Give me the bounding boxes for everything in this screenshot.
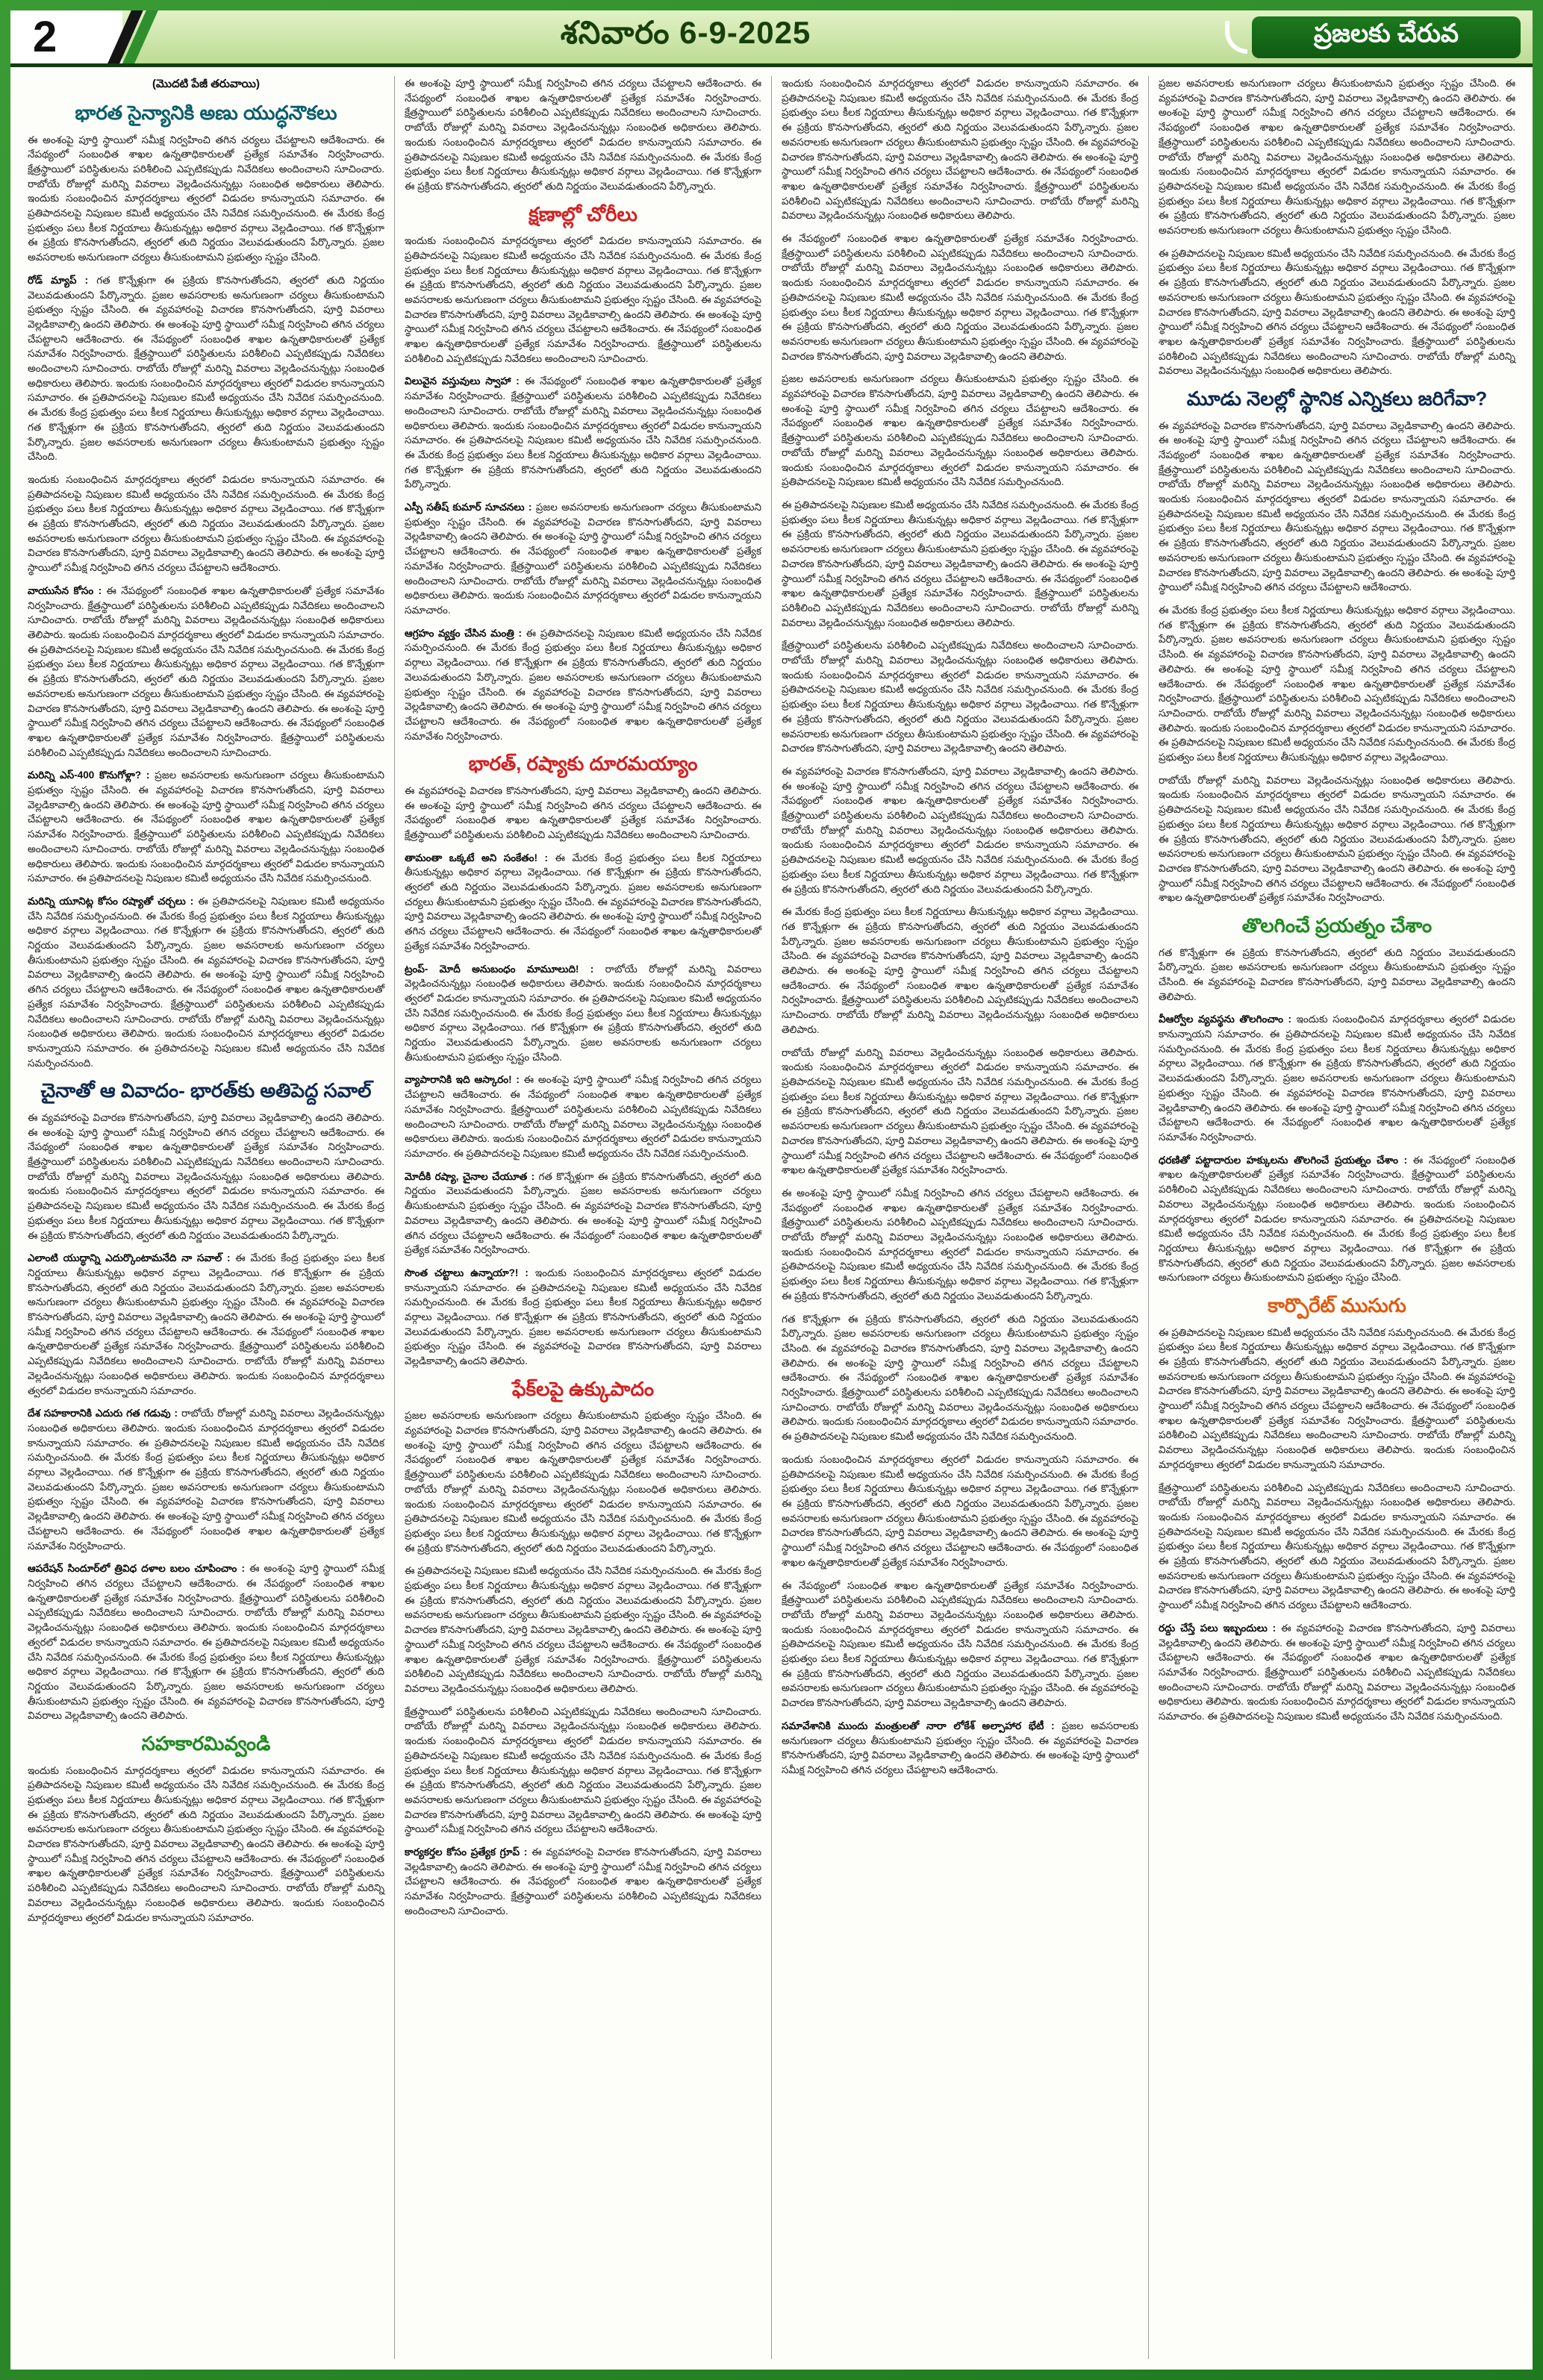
article-paragraph: ఈ వ్యవహారంపై విచారణ కొనసాగుతోందని, పూర్తి వివరాలు వెల్లడికావాల్సి ఉందని తెలిపారు. ఈ అంశంపై పూర్తి స్థాయిలో సమీక్ష నిర్వహించి తగిన చర్యలు చేపట్టాలని ఆదేశించారు. ఈ నేపథ్యంలో సంబంధిత శాఖల ఉన్నతాధికారులతో ప్రత్యేక సమావేశం నిర్వహించారు. క్షేత్రస్థాయిలో పరిస్థితులను పరిశీలించి ఎప్పటికప్పుడు నివేదికలు అందించాలని సూచించారు. [405,784,761,840]
article-paragraph: రద్దు చేస్తే పలు ఇబ్బందులు : ఈ వ్యవహారంపై విచారణ కొనసాగుతోందని, పూర్తి వివరాలు వెల్లడికావాల్సి ఉందని తెలిపారు. ఈ అంశంపై పూర్తి స్థాయిలో సమీక్ష నిర్వహించి తగిన చర్యలు చేపట్టాలని ఆదేశించారు. ఈ నేపథ్యంలో సంబంధిత శాఖల ఉన్నతాధికారులతో ప్రత్యేక సమావేశం నిర్వహించారు. క్షేత్రస్థాయిలో పరిస్థితులను పరిశీలించి ఎప్పటికప్పుడు నివేదికలు అందించాలని సూచించారు. రాబోయే రోజుల్లో మరిన్ని వివరాలు వెల్లడించనున్నట్లు సంబంధిత అధికారులు తెలిపారు. ఇందుకు సంబంధించిన మార్గదర్శకాలు త్వరలో విడుదల కానున్నాయని సమాచారం. ఈ ప్రతిపాదనలపై నిపుణుల కమిటీ అధ్యయనం చేసి నివేదిక సమర్పించనుంది. [1159,1622,1515,1722]
news-column-3 [772,76,1149,2359]
article-paragraph: ఈ వ్యవహారంపై విచారణ కొనసాగుతోందని, పూర్తి వివరాలు వెల్లడికావాల్సి ఉందని తెలిపారు. ఈ అంశంపై పూర్తి స్థాయిలో సమీక్ష నిర్వహించి తగిన చర్యలు చేపట్టాలని ఆదేశించారు. ఈ నేపథ్యంలో సంబంధిత శాఖల ఉన్నతాధికారులతో ప్రత్యేక సమావేశం నిర్వహించారు. క్షేత్రస్థాయిలో పరిస్థితులను పరిశీలించి ఎప్పటికప్పుడు నివేదికలు అందించాలని సూచించారు. రాబోయే రోజుల్లో మరిన్ని వివరాలు వెల్లడించనున్నట్లు సంబంధిత అధికారులు తెలిపారు. ఇందుకు సంబంధించిన మార్గదర్శకాలు త్వరలో విడుదల కానున్నాయని సమాచారం. ఈ ప్రతిపాదనలపై నిపుణుల కమిటీ అధ్యయనం చేసి నివేదిక సమర్పించనుంది. ఈ మేరకు కేంద్ర ప్రభుత్వం పలు కీలక నిర్ణయాలు తీసుకున్నట్లు అధికార వర్గాలు వెల్లడించాయి. గత కొన్నేళ్లుగా ఈ ప్రక్రియ కొనసాగుతోందని, త్వరలో తుది నిర్ణయం వెలువడుతుందని పేర్కొన్నారు. [28,1111,384,1241]
article-paragraph: మోదీకి రష్యా, చైనాల చేయూత : గత కొన్నేళ్లుగా ఈ ప్రక్రియ కొనసాగుతోందని, త్వరలో తుది నిర్ణయం వెలువడుతుందని పేర్కొన్నారు. ప్రజల అవసరాలకు అనుగుణంగా చర్యలు తీసుకుంటామని ప్రభుత్వం స్పష్టం చేసింది. ఈ వ్యవహారంపై విచారణ కొనసాగుతోందని, పూర్తి వివరాలు వెల్లడికావాల్సి ఉందని తెలిపారు. ఈ అంశంపై పూర్తి స్థాయిలో సమీక్ష నిర్వహించి తగిన చర్యలు చేపట్టాలని ఆదేశించారు. ఈ నేపథ్యంలో సంబంధిత శాఖల ఉన్నతాధికారులతో ప్రత్యేక సమావేశం నిర్వహించారు. [405,1170,761,1256]
article-headline: మూడు నెలల్లో స్థానిక ఎన్నికలు జరిగేవా? [1186,387,1488,410]
paragraph-lead: ట్రంప్- మోదీ అనుబంధం మామూలుది! : [405,963,605,975]
page-inner [10,10,1533,2370]
continued-from-note: (మొదటి పేజీ తరువాయి) [152,78,260,90]
masthead-swoosh [1225,21,1247,54]
article-headline: సహకారమివ్వండి [141,1732,271,1755]
paragraph-lead: తామంతా ఒక్కటే అని సంకేతం! : [405,852,555,863]
article-paragraph: మరిన్ని ఎస్-400 కొనుగోళ్లా? : ప్రజల అవసరాలకు అనుగుణంగా చర్యలు తీసుకుంటామని ప్రభుత్వం స్పష్టం చేసింది. ఈ వ్యవహారంపై విచారణ కొనసాగుతోందని, పూర్తి వివరాలు వెల్లడికావాల్సి ఉందని తెలిపారు. ఈ అంశంపై పూర్తి స్థాయిలో సమీక్ష నిర్వహించి తగిన చర్యలు చేపట్టాలని ఆదేశించారు. ఈ నేపథ్యంలో సంబంధిత శాఖల ఉన్నతాధికారులతో ప్రత్యేక సమావేశం నిర్వహించారు. క్షేత్రస్థాయిలో పరిస్థితులను పరిశీలించి ఎప్పటికప్పుడు నివేదికలు అందించాలని సూచించారు. రాబోయే రోజుల్లో మరిన్ని వివరాలు వెల్లడించనున్నట్లు సంబంధిత అధికారులు తెలిపారు. ఇందుకు సంబంధించిన మార్గదర్శకాలు త్వరలో విడుదల కానున్నాయని సమాచారం. ఈ ప్రతిపాదనలపై నిపుణుల కమిటీ అధ్యయనం చేసి నివేదిక సమర్పించనుంది. [28,769,384,884]
article-paragraph: ఈ మేరకు కేంద్ర ప్రభుత్వం పలు కీలక నిర్ణయాలు తీసుకున్నట్లు అధికార వర్గాలు వెల్లడించాయి. గత కొన్నేళ్లుగా ఈ ప్రక్రియ కొనసాగుతోందని, త్వరలో తుది నిర్ణయం వెలువడుతుందని పేర్కొన్నారు. ప్రజల అవసరాలకు అనుగుణంగా చర్యలు తీసుకుంటామని ప్రభుత్వం స్పష్టం చేసింది. ఈ వ్యవహారంపై విచారణ కొనసాగుతోందని, పూర్తి వివరాలు వెల్లడికావాల్సి ఉందని తెలిపారు. ఈ అంశంపై పూర్తి స్థాయిలో సమీక్ష నిర్వహించి తగిన చర్యలు చేపట్టాలని ఆదేశించారు. ఈ నేపథ్యంలో సంబంధిత శాఖల ఉన్నతాధికారులతో ప్రత్యేక సమావేశం నిర్వహించారు. క్షేత్రస్థాయిలో పరిస్థితులను పరిశీలించి ఎప్పటికప్పుడు నివేదికలు అందించాలని సూచించారు. రాబోయే రోజుల్లో మరిన్ని వివరాలు వెల్లడించనున్నట్లు సంబంధిత అధికారులు తెలిపారు. ఇందుకు సంబంధించిన మార్గదర్శకాలు త్వరలో విడుదల కానున్నాయని సమాచారం. ఈ ప్రతిపాదనలపై నిపుణుల కమిటీ అధ్యయనం చేసి నివేదిక సమర్పించనుంది. ఈ మేరకు కేంద్ర ప్రభుత్వం పలు కీలక నిర్ణయాలు తీసుకున్నట్లు అధికార వర్గాలు వెల్లడించాయి. [1159,605,1515,763]
article-paragraph: ఇందుకు సంబంధించిన మార్గదర్శకాలు త్వరలో విడుదల కానున్నాయని సమాచారం. ఈ ప్రతిపాదనలపై నిపుణుల కమిటీ అధ్యయనం చేసి నివేదిక సమర్పించనుంది. ఈ మేరకు కేంద్ర ప్రభుత్వం పలు కీలక నిర్ణయాలు తీసుకున్నట్లు అధికార వర్గాలు వెల్లడించాయి. గత కొన్నేళ్లుగా ఈ ప్రక్రియ కొనసాగుతోందని, త్వరలో తుది నిర్ణయం వెలువడుతుందని పేర్కొన్నారు. ప్రజల అవసరాలకు అనుగుణంగా చర్యలు తీసుకుంటామని ప్రభుత్వం స్పష్టం చేసింది. ఈ వ్యవహారంపై విచారణ కొనసాగుతోందని, పూర్తి వివరాలు వెల్లడికావాల్సి ఉందని తెలిపారు. ఈ అంశంపై పూర్తి స్థాయిలో సమీక్ష నిర్వహించి తగిన చర్యలు చేపట్టాలని ఆదేశించారు. ఈ నేపథ్యంలో సంబంధిత శాఖల ఉన్నతాధికారులతో ప్రత్యేక సమావేశం నిర్వహించారు. [782,1453,1138,1568]
article-paragraph: ఎలాంటి యుద్ధాన్ని ఎదుర్కొంటామనేది నా సవాల్ : ఈ మేరకు కేంద్ర ప్రభుత్వం పలు కీలక నిర్ణయాలు తీసుకున్నట్లు అధికార వర్గాలు వెల్లడించాయి. గత కొన్నేళ్లుగా ఈ ప్రక్రియ కొనసాగుతోందని, త్వరలో తుది నిర్ణయం వెలువడుతుందని పేర్కొన్నారు. ప్రజల అవసరాలకు అనుగుణంగా చర్యలు తీసుకుంటామని ప్రభుత్వం స్పష్టం చేసింది. ఈ వ్యవహారంపై విచారణ కొనసాగుతోందని, పూర్తి వివరాలు వెల్లడికావాల్సి ఉందని తెలిపారు. ఈ అంశంపై పూర్తి స్థాయిలో సమీక్ష నిర్వహించి తగిన చర్యలు చేపట్టాలని ఆదేశించారు. ఈ నేపథ్యంలో సంబంధిత శాఖల ఉన్నతాధికారులతో ప్రత్యేక సమావేశం నిర్వహించారు. క్షేత్రస్థాయిలో పరిస్థితులను పరిశీలించి ఎప్పటికప్పుడు నివేదికలు అందించాలని సూచించారు. రాబోయే రోజుల్లో మరిన్ని వివరాలు వెల్లడించనున్నట్లు సంబంధిత అధికారులు తెలిపారు. ఇందుకు సంబంధించిన మార్గదర్శకాలు త్వరలో విడుదల కానున్నాయని సమాచారం. [28,1252,384,1396]
page-header [10,10,1533,67]
article-paragraph: ఈ అంశంపై పూర్తి స్థాయిలో సమీక్ష నిర్వహించి తగిన చర్యలు చేపట్టాలని ఆదేశించారు. ఈ నేపథ్యంలో సంబంధిత శాఖల ఉన్నతాధికారులతో ప్రత్యేక సమావేశం నిర్వహించారు. క్షేత్రస్థాయిలో పరిస్థితులను పరిశీలించి ఎప్పటికప్పుడు నివేదికలు అందించాలని సూచించారు. రాబోయే రోజుల్లో మరిన్ని వివరాలు వెల్లడించనున్నట్లు సంబంధిత అధికారులు తెలిపారు. ఇందుకు సంబంధించిన మార్గదర్శకాలు త్వరలో విడుదల కానున్నాయని సమాచారం. ఈ ప్రతిపాదనలపై నిపుణుల కమిటీ అధ్యయనం చేసి నివేదిక సమర్పించనుంది. ఈ మేరకు కేంద్ర ప్రభుత్వం పలు కీలక నిర్ణయాలు తీసుకున్నట్లు అధికార వర్గాలు వెల్లడించాయి. గత కొన్నేళ్లుగా ఈ ప్రక్రియ కొనసాగుతోందని, త్వరలో తుది నిర్ణయం వెలువడుతుందని పేర్కొన్నారు. [782,1187,1138,1302]
paragraph-lead: మరిన్ని ఎస్-400 కొనుగోళ్లా? : [28,769,155,781]
article-paragraph: ఈ ప్రతిపాదనలపై నిపుణుల కమిటీ అధ్యయనం చేసి నివేదిక సమర్పించనుంది. ఈ మేరకు కేంద్ర ప్రభుత్వం పలు కీలక నిర్ణయాలు తీసుకున్నట్లు అధికార వర్గాలు వెల్లడించాయి. గత కొన్నేళ్లుగా ఈ ప్రక్రియ కొనసాగుతోందని, త్వరలో తుది నిర్ణయం వెలువడుతుందని పేర్కొన్నారు. ప్రజల అవసరాలకు అనుగుణంగా చర్యలు తీసుకుంటామని ప్రభుత్వం స్పష్టం చేసింది. ఈ వ్యవహారంపై విచారణ కొనసాగుతోందని, పూర్తి వివరాలు వెల్లడికావాల్సి ఉందని తెలిపారు. ఈ అంశంపై పూర్తి స్థాయిలో సమీక్ష నిర్వహించి తగిన చర్యలు చేపట్టాలని ఆదేశించారు. ఈ నేపథ్యంలో సంబంధిత శాఖల ఉన్నతాధికారులతో ప్రత్యేక సమావేశం నిర్వహించారు. క్షేత్రస్థాయిలో పరిస్థితులను పరిశీలించి ఎప్పటికప్పుడు నివేదికలు అందించాలని సూచించారు. రాబోయే రోజుల్లో మరిన్ని వివరాలు వెల్లడించనున్నట్లు సంబంధిత అధికారులు తెలిపారు. [782,499,1138,628]
article-paragraph: రాబోయే రోజుల్లో మరిన్ని వివరాలు వెల్లడించనున్నట్లు సంబంధిత అధికారులు తెలిపారు. ఇందుకు సంబంధించిన మార్గదర్శకాలు త్వరలో విడుదల కానున్నాయని సమాచారం. ఈ ప్రతిపాదనలపై నిపుణుల కమిటీ అధ్యయనం చేసి నివేదిక సమర్పించనుంది. ఈ మేరకు కేంద్ర ప్రభుత్వం పలు కీలక నిర్ణయాలు తీసుకున్నట్లు అధికార వర్గాలు వెల్లడించాయి. గత కొన్నేళ్లుగా ఈ ప్రక్రియ కొనసాగుతోందని, త్వరలో తుది నిర్ణయం వెలువడుతుందని పేర్కొన్నారు. ప్రజల అవసరాలకు అనుగుణంగా చర్యలు తీసుకుంటామని ప్రభుత్వం స్పష్టం చేసింది. ఈ వ్యవహారంపై విచారణ కొనసాగుతోందని, పూర్తి వివరాలు వెల్లడికావాల్సి ఉందని తెలిపారు. ఈ అంశంపై పూర్తి స్థాయిలో సమీక్ష నిర్వహించి తగిన చర్యలు చేపట్టాలని ఆదేశించారు. ఈ నేపథ్యంలో సంబంధిత శాఖల ఉన్నతాధికారులతో ప్రత్యేక సమావేశం నిర్వహించారు. [782,1046,1138,1176]
article-paragraph: దేశ సహకారానికి ఎదురు గత గడువు : రాబోయే రోజుల్లో మరిన్ని వివరాలు వెల్లడించనున్నట్లు సంబంధిత అధికారులు తెలిపారు. ఇందుకు సంబంధించిన మార్గదర్శకాలు త్వరలో విడుదల కానున్నాయని సమాచారం. ఈ ప్రతిపాదనలపై నిపుణుల కమిటీ అధ్యయనం చేసి నివేదిక సమర్పించనుంది. ఈ మేరకు కేంద్ర ప్రభుత్వం పలు కీలక నిర్ణయాలు తీసుకున్నట్లు అధికార వర్గాలు వెల్లడించాయి. గత కొన్నేళ్లుగా ఈ ప్రక్రియ కొనసాగుతోందని, త్వరలో తుది నిర్ణయం వెలువడుతుందని పేర్కొన్నారు. ప్రజల అవసరాలకు అనుగుణంగా చర్యలు తీసుకుంటామని ప్రభుత్వం స్పష్టం చేసింది. ఈ వ్యవహారంపై విచారణ కొనసాగుతోందని, పూర్తి వివరాలు వెల్లడికావాల్సి ఉందని తెలిపారు. ఈ అంశంపై పూర్తి స్థాయిలో సమీక్ష నిర్వహించి తగిన చర్యలు చేపట్టాలని ఆదేశించారు. ఈ నేపథ్యంలో సంబంధిత శాఖల ఉన్నతాధికారులతో ప్రత్యేక సమావేశం నిర్వహించారు. [28,1408,384,1552]
article-paragraph: రాబోయే రోజుల్లో మరిన్ని వివరాలు వెల్లడించనున్నట్లు సంబంధిత అధికారులు తెలిపారు. ఇందుకు సంబంధించిన మార్గదర్శకాలు త్వరలో విడుదల కానున్నాయని సమాచారం. ఈ ప్రతిపాదనలపై నిపుణుల కమిటీ అధ్యయనం చేసి నివేదిక సమర్పించనుంది. ఈ మేరకు కేంద్ర ప్రభుత్వం పలు కీలక నిర్ణయాలు తీసుకున్నట్లు అధికార వర్గాలు వెల్లడించాయి. గత కొన్నేళ్లుగా ఈ ప్రక్రియ కొనసాగుతోందని, త్వరలో తుది నిర్ణయం వెలువడుతుందని పేర్కొన్నారు. ప్రజల అవసరాలకు అనుగుణంగా చర్యలు తీసుకుంటామని ప్రభుత్వం స్పష్టం చేసింది. ఈ వ్యవహారంపై విచారణ కొనసాగుతోందని, పూర్తి వివరాలు వెల్లడికావాల్సి ఉందని తెలిపారు. ఈ అంశంపై పూర్తి స్థాయిలో సమీక్ష నిర్వహించి తగిన చర్యలు చేపట్టాలని ఆదేశించారు. ఈ నేపథ్యంలో సంబంధిత శాఖల ఉన్నతాధికారులతో ప్రత్యేక సమావేశం నిర్వహించారు. [1159,774,1515,904]
paragraph-lead: ఆగ్రహం వ్యక్తం చేసిన మంత్రి : [405,627,526,639]
article-paragraph: ఈ నేపథ్యంలో సంబంధిత శాఖల ఉన్నతాధికారులతో ప్రత్యేక సమావేశం నిర్వహించారు. క్షేత్రస్థాయిలో పరిస్థితులను పరిశీలించి ఎప్పటికప్పుడు నివేదికలు అందించాలని సూచించారు. రాబోయే రోజుల్లో మరిన్ని వివరాలు వెల్లడించనున్నట్లు సంబంధిత అధికారులు తెలిపారు. ఇందుకు సంబంధించిన మార్గదర్శకాలు త్వరలో విడుదల కానున్నాయని సమాచారం. ఈ ప్రతిపాదనలపై నిపుణుల కమిటీ అధ్యయనం చేసి నివేదిక సమర్పించనుంది. ఈ మేరకు కేంద్ర ప్రభుత్వం పలు కీలక నిర్ణయాలు తీసుకున్నట్లు అధికార వర్గాలు వెల్లడించాయి. గత కొన్నేళ్లుగా ఈ ప్రక్రియ కొనసాగుతోందని, త్వరలో తుది నిర్ణయం వెలువడుతుందని పేర్కొన్నారు. ప్రజల అవసరాలకు అనుగుణంగా చర్యలు తీసుకుంటామని ప్రభుత్వం స్పష్టం చేసింది. ఈ వ్యవహారంపై విచారణ కొనసాగుతోందని, పూర్తి వివరాలు వెల్లడికావాల్సి ఉందని తెలిపారు. [782,233,1138,362]
news-column-2 [395,76,772,2359]
article-paragraph: రోడ్ మ్యాప్ : గత కొన్నేళ్లుగా ఈ ప్రక్రియ కొనసాగుతోందని, త్వరలో తుది నిర్ణయం వెలువడుతుందని పేర్కొన్నారు. ప్రజల అవసరాలకు అనుగుణంగా చర్యలు తీసుకుంటామని ప్రభుత్వం స్పష్టం చేసింది. ఈ వ్యవహారంపై విచారణ కొనసాగుతోందని, పూర్తి వివరాలు వెల్లడికావాల్సి ఉందని తెలిపారు. ఈ అంశంపై పూర్తి స్థాయిలో సమీక్ష నిర్వహించి తగిన చర్యలు చేపట్టాలని ఆదేశించారు. ఈ నేపథ్యంలో సంబంధిత శాఖల ఉన్నతాధికారులతో ప్రత్యేక సమావేశం నిర్వహించారు. క్షేత్రస్థాయిలో పరిస్థితులను పరిశీలించి ఎప్పటికప్పుడు నివేదికలు అందించాలని సూచించారు. రాబోయే రోజుల్లో మరిన్ని వివరాలు వెల్లడించనున్నట్లు సంబంధిత అధికారులు తెలిపారు. ఇందుకు సంబంధించిన మార్గదర్శకాలు త్వరలో విడుదల కానున్నాయని సమాచారం. ఈ ప్రతిపాదనలపై నిపుణుల కమిటీ అధ్యయనం చేసి నివేదిక సమర్పించనుంది. ఈ మేరకు కేంద్ర ప్రభుత్వం పలు కీలక నిర్ణయాలు తీసుకున్నట్లు అధికార వర్గాలు వెల్లడించాయి. గత కొన్నేళ్లుగా ఈ ప్రక్రియ కొనసాగుతోందని, త్వరలో తుది నిర్ణయం వెలువడుతుందని పేర్కొన్నారు. ప్రజల అవసరాలకు అనుగుణంగా చర్యలు తీసుకుంటామని ప్రభుత్వం స్పష్టం చేసింది. [28,274,384,463]
paragraph-lead: వీఆర్వోల వ్యవస్థను తొలగించాం : [1159,1013,1297,1025]
article-paragraph: సమావేశానికి ముందు మంత్రులతో నారా లోకేశ్ అల్పాహార భేటీ : ప్రజల అవసరాలకు అనుగుణంగా చర్యలు తీసుకుంటామని ప్రభుత్వం స్పష్టం చేసింది. ఈ వ్యవహారంపై విచారణ కొనసాగుతోందని, పూర్తి వివరాలు వెల్లడికావాల్సి ఉందని తెలిపారు. ఈ అంశంపై పూర్తి స్థాయిలో సమీక్ష నిర్వహించి తగిన చర్యలు చేపట్టాలని ఆదేశించారు. [782,1720,1139,1775]
article-paragraph: క్షేత్రస్థాయిలో పరిస్థితులను పరిశీలించి ఎప్పటికప్పుడు నివేదికలు అందించాలని సూచించారు. రాబోయే రోజుల్లో మరిన్ని వివరాలు వెల్లడించనున్నట్లు సంబంధిత అధికారులు తెలిపారు. ఇందుకు సంబంధించిన మార్గదర్శకాలు త్వరలో విడుదల కానున్నాయని సమాచారం. ఈ ప్రతిపాదనలపై నిపుణుల కమిటీ అధ్యయనం చేసి నివేదిక సమర్పించనుంది. ఈ మేరకు కేంద్ర ప్రభుత్వం పలు కీలక నిర్ణయాలు తీసుకున్నట్లు అధికార వర్గాలు వెల్లడించాయి. గత కొన్నేళ్లుగా ఈ ప్రక్రియ కొనసాగుతోందని, త్వరలో తుది నిర్ణయం వెలువడుతుందని పేర్కొన్నారు. ప్రజల అవసరాలకు అనుగుణంగా చర్యలు తీసుకుంటామని ప్రభుత్వం స్పష్టం చేసింది. ఈ వ్యవహారంపై విచారణ కొనసాగుతోందని, పూర్తి వివరాలు వెల్లడికావాల్సి ఉందని తెలిపారు. [782,640,1138,755]
article-paragraph: ఈ ప్రతిపాదనలపై నిపుణుల కమిటీ అధ్యయనం చేసి నివేదిక సమర్పించనుంది. ఈ మేరకు కేంద్ర ప్రభుత్వం పలు కీలక నిర్ణయాలు తీసుకున్నట్లు అధికార వర్గాలు వెల్లడించాయి. గత కొన్నేళ్లుగా ఈ ప్రక్రియ కొనసాగుతోందని, త్వరలో తుది నిర్ణయం వెలువడుతుందని పేర్కొన్నారు. ప్రజల అవసరాలకు అనుగుణంగా చర్యలు తీసుకుంటామని ప్రభుత్వం స్పష్టం చేసింది. ఈ వ్యవహారంపై విచారణ కొనసాగుతోందని, పూర్తి వివరాలు వెల్లడికావాల్సి ఉందని తెలిపారు. ఈ అంశంపై పూర్తి స్థాయిలో సమీక్ష నిర్వహించి తగిన చర్యలు చేపట్టాలని ఆదేశించారు. ఈ నేపథ్యంలో సంబంధిత శాఖల ఉన్నతాధికారులతో ప్రత్యేక సమావేశం నిర్వహించారు. క్షేత్రస్థాయిలో పరిస్థితులను పరిశీలించి ఎప్పటికప్పుడు నివేదికలు అందించాలని సూచించారు. రాబోయే రోజుల్లో మరిన్ని వివరాలు వెల్లడించనున్నట్లు సంబంధిత అధికారులు తెలిపారు. ఇందుకు సంబంధించిన మార్గదర్శకాలు త్వరలో విడుదల కానున్నాయని సమాచారం. [1159,1326,1515,1470]
paragraph-lead: సమావేశానికి ముందు మంత్రులతో నారా లోకేశ్ అల్పాహార భేటీ : [782,1720,1062,1731]
article-paragraph: ప్రజల అవసరాలకు అనుగుణంగా చర్యలు తీసుకుంటామని ప్రభుత్వం స్పష్టం చేసింది. ఈ వ్యవహారంపై విచారణ కొనసాగుతోందని, పూర్తి వివరాలు వెల్లడికావాల్సి ఉందని తెలిపారు. ఈ అంశంపై పూర్తి స్థాయిలో సమీక్ష నిర్వహించి తగిన చర్యలు చేపట్టాలని ఆదేశించారు. ఈ నేపథ్యంలో సంబంధిత శాఖల ఉన్నతాధికారులతో ప్రత్యేక సమావేశం నిర్వహించారు. క్షేత్రస్థాయిలో పరిస్థితులను పరిశీలించి ఎప్పటికప్పుడు నివేదికలు అందించాలని సూచించారు. రాబోయే రోజుల్లో మరిన్ని వివరాలు వెల్లడించనున్నట్లు సంబంధిత అధికారులు తెలిపారు. ఇందుకు సంబంధించిన మార్గదర్శకాలు త్వరలో విడుదల కానున్నాయని సమాచారం. ఈ ప్రతిపాదనలపై నిపుణుల కమిటీ అధ్యయనం చేసి నివేదిక సమర్పించనుంది. ఈ మేరకు కేంద్ర ప్రభుత్వం పలు కీలక నిర్ణయాలు తీసుకున్నట్లు అధికార వర్గాలు వెల్లడించాయి. గత కొన్నేళ్లుగా ఈ ప్రక్రియ కొనసాగుతోందని, త్వరలో తుది నిర్ణయం వెలువడుతుందని పేర్కొన్నారు. [405,1410,761,1554]
article-paragraph: ఇందుకు సంబంధించిన మార్గదర్శకాలు త్వరలో విడుదల కానున్నాయని సమాచారం. ఈ ప్రతిపాదనలపై నిపుణుల కమిటీ అధ్యయనం చేసి నివేదిక సమర్పించనుంది. ఈ మేరకు కేంద్ర ప్రభుత్వం పలు కీలక నిర్ణయాలు తీసుకున్నట్లు అధికార వర్గాలు వెల్లడించాయి. గత కొన్నేళ్లుగా ఈ ప్రక్రియ కొనసాగుతోందని, త్వరలో తుది నిర్ణయం వెలువడుతుందని పేర్కొన్నారు. ప్రజల అవసరాలకు అనుగుణంగా చర్యలు తీసుకుంటామని ప్రభుత్వం స్పష్టం చేసింది. ఈ వ్యవహారంపై విచారణ కొనసాగుతోందని, పూర్తి వివరాలు వెల్లడికావాల్సి ఉందని తెలిపారు. ఈ అంశంపై పూర్తి స్థాయిలో సమీక్ష నిర్వహించి తగిన చర్యలు చేపట్టాలని ఆదేశించారు. [28,473,384,574]
article-paragraph: ఆగ్రహం వ్యక్తం చేసిన మంత్రి : ఈ ప్రతిపాదనలపై నిపుణుల కమిటీ అధ్యయనం చేసి నివేదిక సమర్పించనుంది. ఈ మేరకు కేంద్ర ప్రభుత్వం పలు కీలక నిర్ణయాలు తీసుకున్నట్లు అధికార వర్గాలు వెల్లడించాయి. గత కొన్నేళ్లుగా ఈ ప్రక్రియ కొనసాగుతోందని, త్వరలో తుది నిర్ణయం వెలువడుతుందని పేర్కొన్నారు. ప్రజల అవసరాలకు అనుగుణంగా చర్యలు తీసుకుంటామని ప్రభుత్వం స్పష్టం చేసింది. ఈ వ్యవహారంపై విచారణ కొనసాగుతోందని, పూర్తి వివరాలు వెల్లడికావాల్సి ఉందని తెలిపారు. ఈ అంశంపై పూర్తి స్థాయిలో సమీక్ష నిర్వహించి తగిన చర్యలు చేపట్టాలని ఆదేశించారు. ఈ నేపథ్యంలో సంబంధిత శాఖల ఉన్నతాధికారులతో ప్రత్యేక సమావేశం నిర్వహించారు. [405,627,761,742]
paragraph-lead: ఎలాంటి యుద్ధాన్ని ఎదుర్కొంటామనేది నా సవాల్ : [28,1252,236,1264]
page-body [10,67,1533,2370]
article-paragraph: ఈ వ్యవహారంపై విచారణ కొనసాగుతోందని, పూర్తి వివరాలు వెల్లడికావాల్సి ఉందని తెలిపారు. ఈ అంశంపై పూర్తి స్థాయిలో సమీక్ష నిర్వహించి తగిన చర్యలు చేపట్టాలని ఆదేశించారు. ఈ నేపథ్యంలో సంబంధిత శాఖల ఉన్నతాధికారులతో ప్రత్యేక సమావేశం నిర్వహించారు. క్షేత్రస్థాయిలో పరిస్థితులను పరిశీలించి ఎప్పటికప్పుడు నివేదికలు అందించాలని సూచించారు. రాబోయే రోజుల్లో మరిన్ని వివరాలు వెల్లడించనున్నట్లు సంబంధిత అధికారులు తెలిపారు. ఇందుకు సంబంధించిన మార్గదర్శకాలు త్వరలో విడుదల కానున్నాయని సమాచారం. ఈ ప్రతిపాదనలపై నిపుణుల కమిటీ అధ్యయనం చేసి నివేదిక సమర్పించనుంది. ఈ మేరకు కేంద్ర ప్రభుత్వం పలు కీలక నిర్ణయాలు తీసుకున్నట్లు అధికార వర్గాలు వెల్లడించాయి. గత కొన్నేళ్లుగా ఈ ప్రక్రియ కొనసాగుతోందని, త్వరలో తుది నిర్ణయం వెలువడుతుందని పేర్కొన్నారు. ప్రజల అవసరాలకు అనుగుణంగా చర్యలు తీసుకుంటామని ప్రభుత్వం స్పష్టం చేసింది. ఈ వ్యవహారంపై విచారణ కొనసాగుతోందని, పూర్తి వివరాలు వెల్లడికావాల్సి ఉందని తెలిపారు. ఈ అంశంపై పూర్తి స్థాయిలో సమీక్ష నిర్వహించి తగిన చర్యలు చేపట్టాలని ఆదేశించారు. [1159,419,1515,593]
article-paragraph: సొంత చట్టాలు ఉన్నాయా?! : ఇందుకు సంబంధించిన మార్గదర్శకాలు త్వరలో విడుదల కానున్నాయని సమాచారం. ఈ ప్రతిపాదనలపై నిపుణుల కమిటీ అధ్యయనం చేసి నివేదిక సమర్పించనుంది. ఈ మేరకు కేంద్ర ప్రభుత్వం పలు కీలక నిర్ణయాలు తీసుకున్నట్లు అధికార వర్గాలు వెల్లడించాయి. గత కొన్నేళ్లుగా ఈ ప్రక్రియ కొనసాగుతోందని, త్వరలో తుది నిర్ణయం వెలువడుతుందని పేర్కొన్నారు. ప్రజల అవసరాలకు అనుగుణంగా చర్యలు తీసుకుంటామని ప్రభుత్వం స్పష్టం చేసింది. ఈ వ్యవహారంపై విచారణ కొనసాగుతోందని, పూర్తి వివరాలు వెల్లడికావాల్సి ఉందని తెలిపారు. [405,1266,761,1367]
article-headline: ఫేక్‌లపై ఉక్కుపాదం [511,1377,655,1400]
article-headline: కార్పొరేట్ ముసుగు [1268,1294,1406,1317]
article-paragraph: వీఆర్వోల వ్యవస్థను తొలగించాం : ఇందుకు సంబంధించిన మార్గదర్శకాలు త్వరలో విడుదల కానున్నాయని సమాచారం. ఈ ప్రతిపాదనలపై నిపుణుల కమిటీ అధ్యయనం చేసి నివేదిక సమర్పించనుంది. ఈ మేరకు కేంద్ర ప్రభుత్వం పలు కీలక నిర్ణయాలు తీసుకున్నట్లు అధికార వర్గాలు వెల్లడించాయి. గత కొన్నేళ్లుగా ఈ ప్రక్రియ కొనసాగుతోందని, త్వరలో తుది నిర్ణయం వెలువడుతుందని పేర్కొన్నారు. ప్రజల అవసరాలకు అనుగుణంగా చర్యలు తీసుకుంటామని ప్రభుత్వం స్పష్టం చేసింది. ఈ వ్యవహారంపై విచారణ కొనసాగుతోందని, పూర్తి వివరాలు వెల్లడికావాల్సి ఉందని తెలిపారు. ఈ అంశంపై పూర్తి స్థాయిలో సమీక్ష నిర్వహించి తగిన చర్యలు చేపట్టాలని ఆదేశించారు. ఈ నేపథ్యంలో సంబంధిత శాఖల ఉన్నతాధికారులతో ప్రత్యేక సమావేశం నిర్వహించారు. [1159,1013,1515,1143]
article-paragraph: ఈ నేపథ్యంలో సంబంధిత శాఖల ఉన్నతాధికారులతో ప్రత్యేక సమావేశం నిర్వహించారు. క్షేత్రస్థాయిలో పరిస్థితులను పరిశీలించి ఎప్పటికప్పుడు నివేదికలు అందించాలని సూచించారు. రాబోయే రోజుల్లో మరిన్ని వివరాలు వెల్లడించనున్నట్లు సంబంధిత అధికారులు తెలిపారు. ఇందుకు సంబంధించిన మార్గదర్శకాలు త్వరలో విడుదల కానున్నాయని సమాచారం. ఈ ప్రతిపాదనలపై నిపుణుల కమిటీ అధ్యయనం చేసి నివేదిక సమర్పించనుంది. ఈ మేరకు కేంద్ర ప్రభుత్వం పలు కీలక నిర్ణయాలు తీసుకున్నట్లు అధికార వర్గాలు వెల్లడించాయి. గత కొన్నేళ్లుగా ఈ ప్రక్రియ కొనసాగుతోందని, త్వరలో తుది నిర్ణయం వెలువడుతుందని పేర్కొన్నారు. ప్రజల అవసరాలకు అనుగుణంగా చర్యలు తీసుకుంటామని ప్రభుత్వం స్పష్టం చేసింది. ఈ వ్యవహారంపై విచారణ కొనసాగుతోందని, పూర్తి వివరాలు వెల్లడికావాల్సి ఉందని తెలిపారు. [782,1579,1138,1709]
paragraph-lead: సొంత చట్టాలు ఉన్నాయా?! : [405,1266,535,1278]
article-paragraph: వాయుసేన కోసం : ఈ నేపథ్యంలో సంబంధిత శాఖల ఉన్నతాధికారులతో ప్రత్యేక సమావేశం నిర్వహించారు. క్షేత్రస్థాయిలో పరిస్థితులను పరిశీలించి ఎప్పటికప్పుడు నివేదికలు అందించాలని సూచించారు. రాబోయే రోజుల్లో మరిన్ని వివరాలు వెల్లడించనున్నట్లు సంబంధిత అధికారులు తెలిపారు. ఇందుకు సంబంధించిన మార్గదర్శకాలు త్వరలో విడుదల కానున్నాయని సమాచారం. ఈ ప్రతిపాదనలపై నిపుణుల కమిటీ అధ్యయనం చేసి నివేదిక సమర్పించనుంది. ఈ మేరకు కేంద్ర ప్రభుత్వం పలు కీలక నిర్ణయాలు తీసుకున్నట్లు అధికార వర్గాలు వెల్లడించాయి. గత కొన్నేళ్లుగా ఈ ప్రక్రియ కొనసాగుతోందని, త్వరలో తుది నిర్ణయం వెలువడుతుందని పేర్కొన్నారు. ప్రజల అవసరాలకు అనుగుణంగా చర్యలు తీసుకుంటామని ప్రభుత్వం స్పష్టం చేసింది. ఈ వ్యవహారంపై విచారణ కొనసాగుతోందని, పూర్తి వివరాలు వెల్లడికావాల్సి ఉందని తెలిపారు. ఈ అంశంపై పూర్తి స్థాయిలో సమీక్ష నిర్వహించి తగిన చర్యలు చేపట్టాలని ఆదేశించారు. ఈ నేపథ్యంలో సంబంధిత శాఖల ఉన్నతాధికారులతో ప్రత్యేక సమావేశం నిర్వహించారు. క్షేత్రస్థాయిలో పరిస్థితులను పరిశీలించి ఎప్పటికప్పుడు నివేదికలు అందించాలని సూచించారు. [28,584,384,758]
news-column-4 [1149,76,1525,2359]
paragraph-lead: ఆపరేషన్ సిందూర్‌లో త్రివిధ దళాల బలం చూపించాం : [28,1563,250,1575]
news-column-1 [18,76,395,2359]
paragraph-lead: ధరణితో పట్టాదారుల హక్కులను తొలగించే ప్రయత్నం చేశాం : [1159,1154,1413,1166]
article-paragraph: ఆపరేషన్ సిందూర్‌లో త్రివిధ దళాల బలం చూపించాం : ఈ అంశంపై పూర్తి స్థాయిలో సమీక్ష నిర్వహించి తగిన చర్యలు చేపట్టాలని ఆదేశించారు. ఈ నేపథ్యంలో సంబంధిత శాఖల ఉన్నతాధికారులతో ప్రత్యేక సమావేశం నిర్వహించారు. క్షేత్రస్థాయిలో పరిస్థితులను పరిశీలించి ఎప్పటికప్పుడు నివేదికలు అందించాలని సూచించారు. రాబోయే రోజుల్లో మరిన్ని వివరాలు వెల్లడించనున్నట్లు సంబంధిత అధికారులు తెలిపారు. ఇందుకు సంబంధించిన మార్గదర్శకాలు త్వరలో విడుదల కానున్నాయని సమాచారం. ఈ ప్రతిపాదనలపై నిపుణుల కమిటీ అధ్యయనం చేసి నివేదిక సమర్పించనుంది. ఈ మేరకు కేంద్ర ప్రభుత్వం పలు కీలక నిర్ణయాలు తీసుకున్నట్లు అధికార వర్గాలు వెల్లడించాయి. గత కొన్నేళ్లుగా ఈ ప్రక్రియ కొనసాగుతోందని, త్వరలో తుది నిర్ణయం వెలువడుతుందని పేర్కొన్నారు. ప్రజల అవసరాలకు అనుగుణంగా చర్యలు తీసుకుంటామని ప్రభుత్వం స్పష్టం చేసింది. ఈ వ్యవహారంపై విచారణ కొనసాగుతోందని, పూర్తి వివరాలు వెల్లడికావాల్సి ఉందని తెలిపారు. [28,1563,384,1722]
article-paragraph: ఈ అంశంపై పూర్తి స్థాయిలో సమీక్ష నిర్వహించి తగిన చర్యలు చేపట్టాలని ఆదేశించారు. ఈ నేపథ్యంలో సంబంధిత శాఖల ఉన్నతాధికారులతో ప్రత్యేక సమావేశం నిర్వహించారు. క్షేత్రస్థాయిలో పరిస్థితులను పరిశీలించి ఎప్పటికప్పుడు నివేదికలు అందించాలని సూచించారు. రాబోయే రోజుల్లో మరిన్ని వివరాలు వెల్లడించనున్నట్లు సంబంధిత అధికారులు తెలిపారు. ఇందుకు సంబంధించిన మార్గదర్శకాలు త్వరలో విడుదల కానున్నాయని సమాచారం. ఈ ప్రతిపాదనలపై నిపుణుల కమిటీ అధ్యయనం చేసి నివేదిక సమర్పించనుంది. ఈ మేరకు కేంద్ర ప్రభుత్వం పలు కీలక నిర్ణయాలు తీసుకున్నట్లు అధికార వర్గాలు వెల్లడించాయి. గత కొన్నేళ్లుగా ఈ ప్రక్రియ కొనసాగుతోందని, త్వరలో తుది నిర్ణయం వెలువడుతుందని పేర్కొన్నారు. ప్రజల అవసరాలకు అనుగుణంగా చర్యలు తీసుకుంటామని ప్రభుత్వం స్పష్టం చేసింది. [28,134,384,263]
article-paragraph: ట్రంప్- మోదీ అనుబంధం మామూలుది! : రాబోయే రోజుల్లో మరిన్ని వివరాలు వెల్లడించనున్నట్లు సంబంధిత అధికారులు తెలిపారు. ఇందుకు సంబంధించిన మార్గదర్శకాలు త్వరలో విడుదల కానున్నాయని సమాచారం. ఈ ప్రతిపాదనలపై నిపుణుల కమిటీ అధ్యయనం చేసి నివేదిక సమర్పించనుంది. ఈ మేరకు కేంద్ర ప్రభుత్వం పలు కీలక నిర్ణయాలు తీసుకున్నట్లు అధికార వర్గాలు వెల్లడించాయి. గత కొన్నేళ్లుగా ఈ ప్రక్రియ కొనసాగుతోందని, త్వరలో తుది నిర్ణయం వెలువడుతుందని పేర్కొన్నారు. ప్రజల అవసరాలకు అనుగుణంగా చర్యలు తీసుకుంటామని ప్రభుత్వం స్పష్టం చేసింది. [405,963,761,1063]
article-paragraph: క్షేత్రస్థాయిలో పరిస్థితులను పరిశీలించి ఎప్పటికప్పుడు నివేదికలు అందించాలని సూచించారు. రాబోయే రోజుల్లో మరిన్ని వివరాలు వెల్లడించనున్నట్లు సంబంధిత అధికారులు తెలిపారు. ఇందుకు సంబంధించిన మార్గదర్శకాలు త్వరలో విడుదల కానున్నాయని సమాచారం. ఈ ప్రతిపాదనలపై నిపుణుల కమిటీ అధ్యయనం చేసి నివేదిక సమర్పించనుంది. ఈ మేరకు కేంద్ర ప్రభుత్వం పలు కీలక నిర్ణయాలు తీసుకున్నట్లు అధికార వర్గాలు వెల్లడించాయి. గత కొన్నేళ్లుగా ఈ ప్రక్రియ కొనసాగుతోందని, త్వరలో తుది నిర్ణయం వెలువడుతుందని పేర్కొన్నారు. ప్రజల అవసరాలకు అనుగుణంగా చర్యలు తీసుకుంటామని ప్రభుత్వం స్పష్టం చేసింది. ఈ వ్యవహారంపై విచారణ కొనసాగుతోందని, పూర్తి వివరాలు వెల్లడికావాల్సి ఉందని తెలిపారు. ఈ అంశంపై పూర్తి స్థాయిలో సమీక్ష నిర్వహించి తగిన చర్యలు చేపట్టాలని ఆదేశించారు. [1159,1481,1515,1611]
article-paragraph: విలువైన వస్తువులు స్వాహా : ఈ నేపథ్యంలో సంబంధిత శాఖల ఉన్నతాధికారులతో ప్రత్యేక సమావేశం నిర్వహించారు. క్షేత్రస్థాయిలో పరిస్థితులను పరిశీలించి ఎప్పటికప్పుడు నివేదికలు అందించాలని సూచించారు. రాబోయే రోజుల్లో మరిన్ని వివరాలు వెల్లడించనున్నట్లు సంబంధిత అధికారులు తెలిపారు. ఇందుకు సంబంధించిన మార్గదర్శకాలు త్వరలో విడుదల కానున్నాయని సమాచారం. ఈ ప్రతిపాదనలపై నిపుణుల కమిటీ అధ్యయనం చేసి నివేదిక సమర్పించనుంది. ఈ మేరకు కేంద్ర ప్రభుత్వం పలు కీలక నిర్ణయాలు తీసుకున్నట్లు అధికార వర్గాలు వెల్లడించాయి. గత కొన్నేళ్లుగా ఈ ప్రక్రియ కొనసాగుతోందని, త్వరలో తుది నిర్ణయం వెలువడుతుందని పేర్కొన్నారు. [405,375,761,490]
paragraph-lead: మరిన్ని యూనిట్ల కోసం రష్యాతో చర్చలు : [28,895,199,907]
paragraph-lead: ఎస్పీ సతీష్ కుమార్ సూచనలు : [405,502,536,513]
article-headline: క్షణాల్లో చోరీలు [529,202,638,225]
paragraph-lead: వాయుసేన కోసం : [28,584,107,596]
article-paragraph: కార్యకర్తల కోసం ప్రత్యేక గ్రూప్ : ఈ వ్యవహారంపై విచారణ కొనసాగుతోందని, పూర్తి వివరాలు వెల్లడికావాల్సి ఉందని తెలిపారు. ఈ అంశంపై పూర్తి స్థాయిలో సమీక్ష నిర్వహించి తగిన చర్యలు చేపట్టాలని ఆదేశించారు. ఈ నేపథ్యంలో సంబంధిత శాఖల ఉన్నతాధికారులతో ప్రత్యేక సమావేశం నిర్వహించారు. క్షేత్రస్థాయిలో పరిస్థితులను పరిశీలించి ఎప్పటికప్పుడు నివేదికలు అందించాలని సూచించారు. [405,1846,762,1917]
paragraph-lead: వ్యాపారానికి ఇది ఆస్కారం! : [405,1074,524,1086]
article-paragraph: ఈ ప్రతిపాదనలపై నిపుణుల కమిటీ అధ్యయనం చేసి నివేదిక సమర్పించనుంది. ఈ మేరకు కేంద్ర ప్రభుత్వం పలు కీలక నిర్ణయాలు తీసుకున్నట్లు అధికార వర్గాలు వెల్లడించాయి. గత కొన్నేళ్లుగా ఈ ప్రక్రియ కొనసాగుతోందని, త్వరలో తుది నిర్ణయం వెలువడుతుందని పేర్కొన్నారు. ప్రజల అవసరాలకు అనుగుణంగా చర్యలు తీసుకుంటామని ప్రభుత్వం స్పష్టం చేసింది. ఈ వ్యవహారంపై విచారణ కొనసాగుతోందని, పూర్తి వివరాలు వెల్లడికావాల్సి ఉందని తెలిపారు. ఈ అంశంపై పూర్తి స్థాయిలో సమీక్ష నిర్వహించి తగిన చర్యలు చేపట్టాలని ఆదేశించారు. ఈ నేపథ్యంలో సంబంధిత శాఖల ఉన్నతాధికారులతో ప్రత్యేక సమావేశం నిర్వహించారు. క్షేత్రస్థాయిలో పరిస్థితులను పరిశీలించి ఎప్పటికప్పుడు నివేదికలు అందించాలని సూచించారు. రాబోయే రోజుల్లో మరిన్ని వివరాలు వెల్లడించనున్నట్లు సంబంధిత అధికారులు తెలిపారు. [405,1565,761,1694]
article-paragraph: ఈ అంశంపై పూర్తి స్థాయిలో సమీక్ష నిర్వహించి తగిన చర్యలు చేపట్టాలని ఆదేశించారు. ఈ నేపథ్యంలో సంబంధిత శాఖల ఉన్నతాధికారులతో ప్రత్యేక సమావేశం నిర్వహించారు. క్షేత్రస్థాయిలో పరిస్థితులను పరిశీలించి ఎప్పటికప్పుడు నివేదికలు అందించాలని సూచించారు. రాబోయే రోజుల్లో మరిన్ని వివరాలు వెల్లడించనున్నట్లు సంబంధిత అధికారులు తెలిపారు. ఇందుకు సంబంధించిన మార్గదర్శకాలు త్వరలో విడుదల కానున్నాయని సమాచారం. ఈ ప్రతిపాదనలపై నిపుణుల కమిటీ అధ్యయనం చేసి నివేదిక సమర్పించనుంది. ఈ మేరకు కేంద్ర ప్రభుత్వం పలు కీలక నిర్ణయాలు తీసుకున్నట్లు అధికార వర్గాలు వెల్లడించాయి. గత కొన్నేళ్లుగా ఈ ప్రక్రియ కొనసాగుతోందని, త్వరలో తుది నిర్ణయం వెలువడుతుందని పేర్కొన్నారు. [405,78,761,192]
edition-date: శనివారం 6-9-2025 [560,15,811,50]
article-paragraph: ప్రజల అవసరాలకు అనుగుణంగా చర్యలు తీసుకుంటామని ప్రభుత్వం స్పష్టం చేసింది. ఈ వ్యవహారంపై విచారణ కొనసాగుతోందని, పూర్తి వివరాలు వెల్లడికావాల్సి ఉందని తెలిపారు. ఈ అంశంపై పూర్తి స్థాయిలో సమీక్ష నిర్వహించి తగిన చర్యలు చేపట్టాలని ఆదేశించారు. ఈ నేపథ్యంలో సంబంధిత శాఖల ఉన్నతాధికారులతో ప్రత్యేక సమావేశం నిర్వహించారు. క్షేత్రస్థాయిలో పరిస్థితులను పరిశీలించి ఎప్పటికప్పుడు నివేదికలు అందించాలని సూచించారు. రాబోయే రోజుల్లో మరిన్ని వివరాలు వెల్లడించనున్నట్లు సంబంధిత అధికారులు తెలిపారు. ఇందుకు సంబంధించిన మార్గదర్శకాలు త్వరలో విడుదల కానున్నాయని సమాచారం. ఈ ప్రతిపాదనలపై నిపుణుల కమిటీ అధ్యయనం చేసి నివేదిక సమర్పించనుంది. ఈ మేరకు కేంద్ర ప్రభుత్వం పలు కీలక నిర్ణయాలు తీసుకున్నట్లు అధికార వర్గాలు వెల్లడించాయి. గత కొన్నేళ్లుగా ఈ ప్రక్రియ కొనసాగుతోందని, త్వరలో తుది నిర్ణయం వెలువడుతుందని పేర్కొన్నారు. ప్రజల అవసరాలకు అనుగుణంగా చర్యలు తీసుకుంటామని ప్రభుత్వం స్పష్టం చేసింది. [1159,78,1515,237]
article-paragraph: ప్రజల అవసరాలకు అనుగుణంగా చర్యలు తీసుకుంటామని ప్రభుత్వం స్పష్టం చేసింది. ఈ వ్యవహారంపై విచారణ కొనసాగుతోందని, పూర్తి వివరాలు వెల్లడికావాల్సి ఉందని తెలిపారు. ఈ అంశంపై పూర్తి స్థాయిలో సమీక్ష నిర్వహించి తగిన చర్యలు చేపట్టాలని ఆదేశించారు. ఈ నేపథ్యంలో సంబంధిత శాఖల ఉన్నతాధికారులతో ప్రత్యేక సమావేశం నిర్వహించారు. క్షేత్రస్థాయిలో పరిస్థితులను పరిశీలించి ఎప్పటికప్పుడు నివేదికలు అందించాలని సూచించారు. రాబోయే రోజుల్లో మరిన్ని వివరాలు వెల్లడించనున్నట్లు సంబంధిత అధికారులు తెలిపారు. ఇందుకు సంబంధించిన మార్గదర్శకాలు త్వరలో విడుదల కానున్నాయని సమాచారం. ఈ ప్రతిపాదనలపై నిపుణుల కమిటీ అధ్యయనం చేసి నివేదిక సమర్పించనుంది. [782,373,1138,488]
paragraph-lead: విలువైన వస్తువులు స్వాహా : [405,375,525,387]
page-number: 2 [10,10,122,63]
paragraph-lead: దేశ సహకారానికి ఎదురు గత గడువు : [28,1408,181,1419]
article-paragraph: తామంతా ఒక్కటే అని సంకేతం! : ఈ మేరకు కేంద్ర ప్రభుత్వం పలు కీలక నిర్ణయాలు తీసుకున్నట్లు అధికార వర్గాలు వెల్లడించాయి. గత కొన్నేళ్లుగా ఈ ప్రక్రియ కొనసాగుతోందని, త్వరలో తుది నిర్ణయం వెలువడుతుందని పేర్కొన్నారు. ప్రజల అవసరాలకు అనుగుణంగా చర్యలు తీసుకుంటామని ప్రభుత్వం స్పష్టం చేసింది. ఈ వ్యవహారంపై విచారణ కొనసాగుతోందని, పూర్తి వివరాలు వెల్లడికావాల్సి ఉందని తెలిపారు. ఈ అంశంపై పూర్తి స్థాయిలో సమీక్ష నిర్వహించి తగిన చర్యలు చేపట్టాలని ఆదేశించారు. ఈ నేపథ్యంలో సంబంధిత శాఖల ఉన్నతాధికారులతో ప్రత్యేక సమావేశం నిర్వహించారు. [405,852,761,952]
paragraph-lead: కార్యకర్తల కోసం ప్రత్యేక గ్రూప్ : [405,1846,532,1858]
article-paragraph: ఈ ప్రతిపాదనలపై నిపుణుల కమిటీ అధ్యయనం చేసి నివేదిక సమర్పించనుంది. ఈ మేరకు కేంద్ర ప్రభుత్వం పలు కీలక నిర్ణయాలు తీసుకున్నట్లు అధికార వర్గాలు వెల్లడించాయి. గత కొన్నేళ్లుగా ఈ ప్రక్రియ కొనసాగుతోందని, త్వరలో తుది నిర్ణయం వెలువడుతుందని పేర్కొన్నారు. ప్రజల అవసరాలకు అనుగుణంగా చర్యలు తీసుకుంటామని ప్రభుత్వం స్పష్టం చేసింది. ఈ వ్యవహారంపై విచారణ కొనసాగుతోందని, పూర్తి వివరాలు వెల్లడికావాల్సి ఉందని తెలిపారు. ఈ అంశంపై పూర్తి స్థాయిలో సమీక్ష నిర్వహించి తగిన చర్యలు చేపట్టాలని ఆదేశించారు. ఈ నేపథ్యంలో సంబంధిత శాఖల ఉన్నతాధికారులతో ప్రత్యేక సమావేశం నిర్వహించారు. క్షేత్రస్థాయిలో పరిస్థితులను పరిశీలించి ఎప్పటికప్పుడు నివేదికలు అందించాలని సూచించారు. రాబోయే రోజుల్లో మరిన్ని వివరాలు వెల్లడించనున్నట్లు సంబంధిత అధికారులు తెలిపారు. [1159,247,1515,377]
article-headline: చైనాతో ఆ వివాదం- భారత్‌కు అతిపెద్ద సవాల్ [40,1079,372,1102]
article-paragraph: మరిన్ని యూనిట్ల కోసం రష్యాతో చర్చలు : ఈ ప్రతిపాదనలపై నిపుణుల కమిటీ అధ్యయనం చేసి నివేదిక సమర్పించనుంది. ఈ మేరకు కేంద్ర ప్రభుత్వం పలు కీలక నిర్ణయాలు తీసుకున్నట్లు అధికార వర్గాలు వెల్లడించాయి. గత కొన్నేళ్లుగా ఈ ప్రక్రియ కొనసాగుతోందని, త్వరలో తుది నిర్ణయం వెలువడుతుందని పేర్కొన్నారు. ప్రజల అవసరాలకు అనుగుణంగా చర్యలు తీసుకుంటామని ప్రభుత్వం స్పష్టం చేసింది. ఈ వ్యవహారంపై విచారణ కొనసాగుతోందని, పూర్తి వివరాలు వెల్లడికావాల్సి ఉందని తెలిపారు. ఈ అంశంపై పూర్తి స్థాయిలో సమీక్ష నిర్వహించి తగిన చర్యలు చేపట్టాలని ఆదేశించారు. ఈ నేపథ్యంలో సంబంధిత శాఖల ఉన్నతాధికారులతో ప్రత్యేక సమావేశం నిర్వహించారు. క్షేత్రస్థాయిలో పరిస్థితులను పరిశీలించి ఎప్పటికప్పుడు నివేదికలు అందించాలని సూచించారు. రాబోయే రోజుల్లో మరిన్ని వివరాలు వెల్లడించనున్నట్లు సంబంధిత అధికారులు తెలిపారు. ఇందుకు సంబంధించిన మార్గదర్శకాలు త్వరలో విడుదల కానున్నాయని సమాచారం. ఈ ప్రతిపాదనలపై నిపుణుల కమిటీ అధ్యయనం చేసి నివేదిక సమర్పించనుంది. [28,895,384,1069]
masthead-title: ప్రజలకు చేరువ [1252,16,1521,58]
article-paragraph: ఇందుకు సంబంధించిన మార్గదర్శకాలు త్వరలో విడుదల కానున్నాయని సమాచారం. ఈ ప్రతిపాదనలపై నిపుణుల కమిటీ అధ్యయనం చేసి నివేదిక సమర్పించనుంది. ఈ మేరకు కేంద్ర ప్రభుత్వం పలు కీలక నిర్ణయాలు తీసుకున్నట్లు అధికార వర్గాలు వెల్లడించాయి. గత కొన్నేళ్లుగా ఈ ప్రక్రియ కొనసాగుతోందని, త్వరలో తుది నిర్ణయం వెలువడుతుందని పేర్కొన్నారు. ప్రజల అవసరాలకు అనుగుణంగా చర్యలు తీసుకుంటామని ప్రభుత్వం స్పష్టం చేసింది. ఈ వ్యవహారంపై విచారణ కొనసాగుతోందని, పూర్తి వివరాలు వెల్లడికావాల్సి ఉందని తెలిపారు. ఈ అంశంపై పూర్తి స్థాయిలో సమీక్ష నిర్వహించి తగిన చర్యలు చేపట్టాలని ఆదేశించారు. ఈ నేపథ్యంలో సంబంధిత శాఖల ఉన్నతాధికారులతో ప్రత్యేక సమావేశం నిర్వహించారు. క్షేత్రస్థాయిలో పరిస్థితులను పరిశీలించి ఎప్పటికప్పుడు నివేదికలు అందించాలని సూచించారు. రాబోయే రోజుల్లో మరిన్ని వివరాలు వెల్లడించనున్నట్లు సంబంధిత అధికారులు తెలిపారు. [782,78,1138,222]
article-paragraph: ఇందుకు సంబంధించిన మార్గదర్శకాలు త్వరలో విడుదల కానున్నాయని సమాచారం. ఈ ప్రతిపాదనలపై నిపుణుల కమిటీ అధ్యయనం చేసి నివేదిక సమర్పించనుంది. ఈ మేరకు కేంద్ర ప్రభుత్వం పలు కీలక నిర్ణయాలు తీసుకున్నట్లు అధికార వర్గాలు వెల్లడించాయి. గత కొన్నేళ్లుగా ఈ ప్రక్రియ కొనసాగుతోందని, త్వరలో తుది నిర్ణయం వెలువడుతుందని పేర్కొన్నారు. ప్రజల అవసరాలకు అనుగుణంగా చర్యలు తీసుకుంటామని ప్రభుత్వం స్పష్టం చేసింది. ఈ వ్యవహారంపై విచారణ కొనసాగుతోందని, పూర్తి వివరాలు వెల్లడికావాల్సి ఉందని తెలిపారు. ఈ అంశంపై పూర్తి స్థాయిలో సమీక్ష నిర్వహించి తగిన చర్యలు చేపట్టాలని ఆదేశించారు. ఈ నేపథ్యంలో సంబంధిత శాఖల ఉన్నతాధికారులతో ప్రత్యేక సమావేశం నిర్వహించారు. క్షేత్రస్థాయిలో పరిస్థితులను పరిశీలించి ఎప్పటికప్పుడు నివేదికలు అందించాలని సూచించారు. [405,235,761,364]
article-paragraph: గత కొన్నేళ్లుగా ఈ ప్రక్రియ కొనసాగుతోందని, త్వరలో తుది నిర్ణయం వెలువడుతుందని పేర్కొన్నారు. ప్రజల అవసరాలకు అనుగుణంగా చర్యలు తీసుకుంటామని ప్రభుత్వం స్పష్టం చేసింది. ఈ వ్యవహారంపై విచారణ కొనసాగుతోందని, పూర్తి వివరాలు వెల్లడికావాల్సి ఉందని తెలిపారు. ఈ అంశంపై పూర్తి స్థాయిలో సమీక్ష నిర్వహించి తగిన చర్యలు చేపట్టాలని ఆదేశించారు. ఈ నేపథ్యంలో సంబంధిత శాఖల ఉన్నతాధికారులతో ప్రత్యేక సమావేశం నిర్వహించారు. క్షేత్రస్థాయిలో పరిస్థితులను పరిశీలించి ఎప్పటికప్పుడు నివేదికలు అందించాలని సూచించారు. రాబోయే రోజుల్లో మరిన్ని వివరాలు వెల్లడించనున్నట్లు సంబంధిత అధికారులు తెలిపారు. ఇందుకు సంబంధించిన మార్గదర్శకాలు త్వరలో విడుదల కానున్నాయని సమాచారం. ఈ ప్రతిపాదనలపై నిపుణుల కమిటీ అధ్యయనం చేసి నివేదిక సమర్పించనుంది. [782,1313,1138,1443]
article-paragraph: వ్యాపారానికి ఇది ఆస్కారం! : ఈ అంశంపై పూర్తి స్థాయిలో సమీక్ష నిర్వహించి తగిన చర్యలు చేపట్టాలని ఆదేశించారు. ఈ నేపథ్యంలో సంబంధిత శాఖల ఉన్నతాధికారులతో ప్రత్యేక సమావేశం నిర్వహించారు. క్షేత్రస్థాయిలో పరిస్థితులను పరిశీలించి ఎప్పటికప్పుడు నివేదికలు అందించాలని సూచించారు. రాబోయే రోజుల్లో మరిన్ని వివరాలు వెల్లడించనున్నట్లు సంబంధిత అధికారులు తెలిపారు. ఇందుకు సంబంధించిన మార్గదర్శకాలు త్వరలో విడుదల కానున్నాయని సమాచారం. ఈ ప్రతిపాదనలపై నిపుణుల కమిటీ అధ్యయనం చేసి నివేదిక సమర్పించనుంది. [405,1074,761,1159]
paragraph-lead: మోదీకి రష్యా, చైనాల చేయూత : [405,1170,539,1182]
paragraph-lead: రద్దు చేస్తే పలు ఇబ్బందులు : [1159,1622,1282,1634]
article-paragraph: క్షేత్రస్థాయిలో పరిస్థితులను పరిశీలించి ఎప్పటికప్పుడు నివేదికలు అందించాలని సూచించారు. రాబోయే రోజుల్లో మరిన్ని వివరాలు వెల్లడించనున్నట్లు సంబంధిత అధికారులు తెలిపారు. ఇందుకు సంబంధించిన మార్గదర్శకాలు త్వరలో విడుదల కానున్నాయని సమాచారం. ఈ ప్రతిపాదనలపై నిపుణుల కమిటీ అధ్యయనం చేసి నివేదిక సమర్పించనుంది. ఈ మేరకు కేంద్ర ప్రభుత్వం పలు కీలక నిర్ణయాలు తీసుకున్నట్లు అధికార వర్గాలు వెల్లడించాయి. గత కొన్నేళ్లుగా ఈ ప్రక్రియ కొనసాగుతోందని, త్వరలో తుది నిర్ణయం వెలువడుతుందని పేర్కొన్నారు. ప్రజల అవసరాలకు అనుగుణంగా చర్యలు తీసుకుంటామని ప్రభుత్వం స్పష్టం చేసింది. ఈ వ్యవహారంపై విచారణ కొనసాగుతోందని, పూర్తి వివరాలు వెల్లడికావాల్సి ఉందని తెలిపారు. ఈ అంశంపై పూర్తి స్థాయిలో సమీక్ష నిర్వహించి తగిన చర్యలు చేపట్టాలని ఆదేశించారు. [405,1705,761,1835]
article-paragraph: ఈ వ్యవహారంపై విచారణ కొనసాగుతోందని, పూర్తి వివరాలు వెల్లడికావాల్సి ఉందని తెలిపారు. ఈ అంశంపై పూర్తి స్థాయిలో సమీక్ష నిర్వహించి తగిన చర్యలు చేపట్టాలని ఆదేశించారు. ఈ నేపథ్యంలో సంబంధిత శాఖల ఉన్నతాధికారులతో ప్రత్యేక సమావేశం నిర్వహించారు. క్షేత్రస్థాయిలో పరిస్థితులను పరిశీలించి ఎప్పటికప్పుడు నివేదికలు అందించాలని సూచించారు. రాబోయే రోజుల్లో మరిన్ని వివరాలు వెల్లడించనున్నట్లు సంబంధిత అధికారులు తెలిపారు. ఇందుకు సంబంధించిన మార్గదర్శకాలు త్వరలో విడుదల కానున్నాయని సమాచారం. ఈ ప్రతిపాదనలపై నిపుణుల కమిటీ అధ్యయనం చేసి నివేదిక సమర్పించనుంది. ఈ మేరకు కేంద్ర ప్రభుత్వం పలు కీలక నిర్ణయాలు తీసుకున్నట్లు అధికార వర్గాలు వెల్లడించాయి. గత కొన్నేళ్లుగా ఈ ప్రక్రియ కొనసాగుతోందని, త్వరలో తుది నిర్ణయం వెలువడుతుందని పేర్కొన్నారు. [782,765,1138,895]
article-paragraph: ఈ మేరకు కేంద్ర ప్రభుత్వం పలు కీలక నిర్ణయాలు తీసుకున్నట్లు అధికార వర్గాలు వెల్లడించాయి. గత కొన్నేళ్లుగా ఈ ప్రక్రియ కొనసాగుతోందని, త్వరలో తుది నిర్ణయం వెలువడుతుందని పేర్కొన్నారు. ప్రజల అవసరాలకు అనుగుణంగా చర్యలు తీసుకుంటామని ప్రభుత్వం స్పష్టం చేసింది. ఈ వ్యవహారంపై విచారణ కొనసాగుతోందని, పూర్తి వివరాలు వెల్లడికావాల్సి ఉందని తెలిపారు. ఈ అంశంపై పూర్తి స్థాయిలో సమీక్ష నిర్వహించి తగిన చర్యలు చేపట్టాలని ఆదేశించారు. ఈ నేపథ్యంలో సంబంధిత శాఖల ఉన్నతాధికారులతో ప్రత్యేక సమావేశం నిర్వహించారు. క్షేత్రస్థాయిలో పరిస్థితులను పరిశీలించి ఎప్పటికప్పుడు నివేదికలు అందించాలని సూచించారు. రాబోయే రోజుల్లో మరిన్ని వివరాలు వెల్లడించనున్నట్లు సంబంధిత అధికారులు తెలిపారు. [782,906,1138,1035]
paragraph-lead: రోడ్ మ్యాప్ : [28,274,97,286]
article-headline: భారత సైన్యానికి అణు యుద్ధనౌకలు [75,101,337,124]
article-paragraph: ధరణితో పట్టాదారుల హక్కులను తొలగించే ప్రయత్నం చేశాం : ఈ నేపథ్యంలో సంబంధిత శాఖల ఉన్నతాధికారులతో ప్రత్యేక సమావేశం నిర్వహించారు. క్షేత్రస్థాయిలో పరిస్థితులను పరిశీలించి ఎప్పటికప్పుడు నివేదికలు అందించాలని సూచించారు. రాబోయే రోజుల్లో మరిన్ని వివరాలు వెల్లడించనున్నట్లు సంబంధిత అధికారులు తెలిపారు. ఇందుకు సంబంధించిన మార్గదర్శకాలు త్వరలో విడుదల కానున్నాయని సమాచారం. ఈ ప్రతిపాదనలపై నిపుణుల కమిటీ అధ్యయనం చేసి నివేదిక సమర్పించనుంది. ఈ మేరకు కేంద్ర ప్రభుత్వం పలు కీలక నిర్ణయాలు తీసుకున్నట్లు అధికార వర్గాలు వెల్లడించాయి. గత కొన్నేళ్లుగా ఈ ప్రక్రియ కొనసాగుతోందని, త్వరలో తుది నిర్ణయం వెలువడుతుందని పేర్కొన్నారు. ప్రజల అవసరాలకు అనుగుణంగా చర్యలు తీసుకుంటామని ప్రభుత్వం స్పష్టం చేసింది. [1159,1154,1515,1284]
article-paragraph: గత కొన్నేళ్లుగా ఈ ప్రక్రియ కొనసాగుతోందని, త్వరలో తుది నిర్ణయం వెలువడుతుందని పేర్కొన్నారు. ప్రజల అవసరాలకు అనుగుణంగా చర్యలు తీసుకుంటామని ప్రభుత్వం స్పష్టం చేసింది. ఈ వ్యవహారంపై విచారణ కొనసాగుతోందని, పూర్తి వివరాలు వెల్లడికావాల్సి ఉందని తెలిపారు. [1159,946,1515,1002]
article-paragraph: ఇందుకు సంబంధించిన మార్గదర్శకాలు త్వరలో విడుదల కానున్నాయని సమాచారం. ఈ ప్రతిపాదనలపై నిపుణుల కమిటీ అధ్యయనం చేసి నివేదిక సమర్పించనుంది. ఈ మేరకు కేంద్ర ప్రభుత్వం పలు కీలక నిర్ణయాలు తీసుకున్నట్లు అధికార వర్గాలు వెల్లడించాయి. గత కొన్నేళ్లుగా ఈ ప్రక్రియ కొనసాగుతోందని, త్వరలో తుది నిర్ణయం వెలువడుతుందని పేర్కొన్నారు. ప్రజల అవసరాలకు అనుగుణంగా చర్యలు తీసుకుంటామని ప్రభుత్వం స్పష్టం చేసింది. ఈ వ్యవహారంపై విచారణ కొనసాగుతోందని, పూర్తి వివరాలు వెల్లడికావాల్సి ఉందని తెలిపారు. ఈ అంశంపై పూర్తి స్థాయిలో సమీక్ష నిర్వహించి తగిన చర్యలు చేపట్టాలని ఆదేశించారు. ఈ నేపథ్యంలో సంబంధిత శాఖల ఉన్నతాధికారులతో ప్రత్యేక సమావేశం నిర్వహించారు. క్షేత్రస్థాయిలో పరిస్థితులను పరిశీలించి ఎప్పటికప్పుడు నివేదికలు అందించాలని సూచించారు. రాబోయే రోజుల్లో మరిన్ని వివరాలు వెల్లడించనున్నట్లు సంబంధిత అధికారులు తెలిపారు. ఇందుకు సంబంధించిన మార్గదర్శకాలు త్వరలో విడుదల కానున్నాయని సమాచారం. [28,1764,384,1923]
article-headline: భారత్, రష్యాకు దూరమయ్యాం [468,752,698,775]
article-headline: తొలగించే ప్రయత్నం చేశాం [1241,914,1433,937]
article-paragraph: ఎస్పీ సతీష్ కుమార్ సూచనలు : ప్రజల అవసరాలకు అనుగుణంగా చర్యలు తీసుకుంటామని ప్రభుత్వం స్పష్టం చేసింది. ఈ వ్యవహారంపై విచారణ కొనసాగుతోందని, పూర్తి వివరాలు వెల్లడికావాల్సి ఉందని తెలిపారు. ఈ అంశంపై పూర్తి స్థాయిలో సమీక్ష నిర్వహించి తగిన చర్యలు చేపట్టాలని ఆదేశించారు. ఈ నేపథ్యంలో సంబంధిత శాఖల ఉన్నతాధికారులతో ప్రత్యేక సమావేశం నిర్వహించారు. క్షేత్రస్థాయిలో పరిస్థితులను పరిశీలించి ఎప్పటికప్పుడు నివేదికలు అందించాలని సూచించారు. రాబోయే రోజుల్లో మరిన్ని వివరాలు వెల్లడించనున్నట్లు సంబంధిత అధికారులు తెలిపారు. ఇందుకు సంబంధించిన మార్గదర్శకాలు త్వరలో విడుదల కానున్నాయని సమాచారం. [405,502,761,616]
